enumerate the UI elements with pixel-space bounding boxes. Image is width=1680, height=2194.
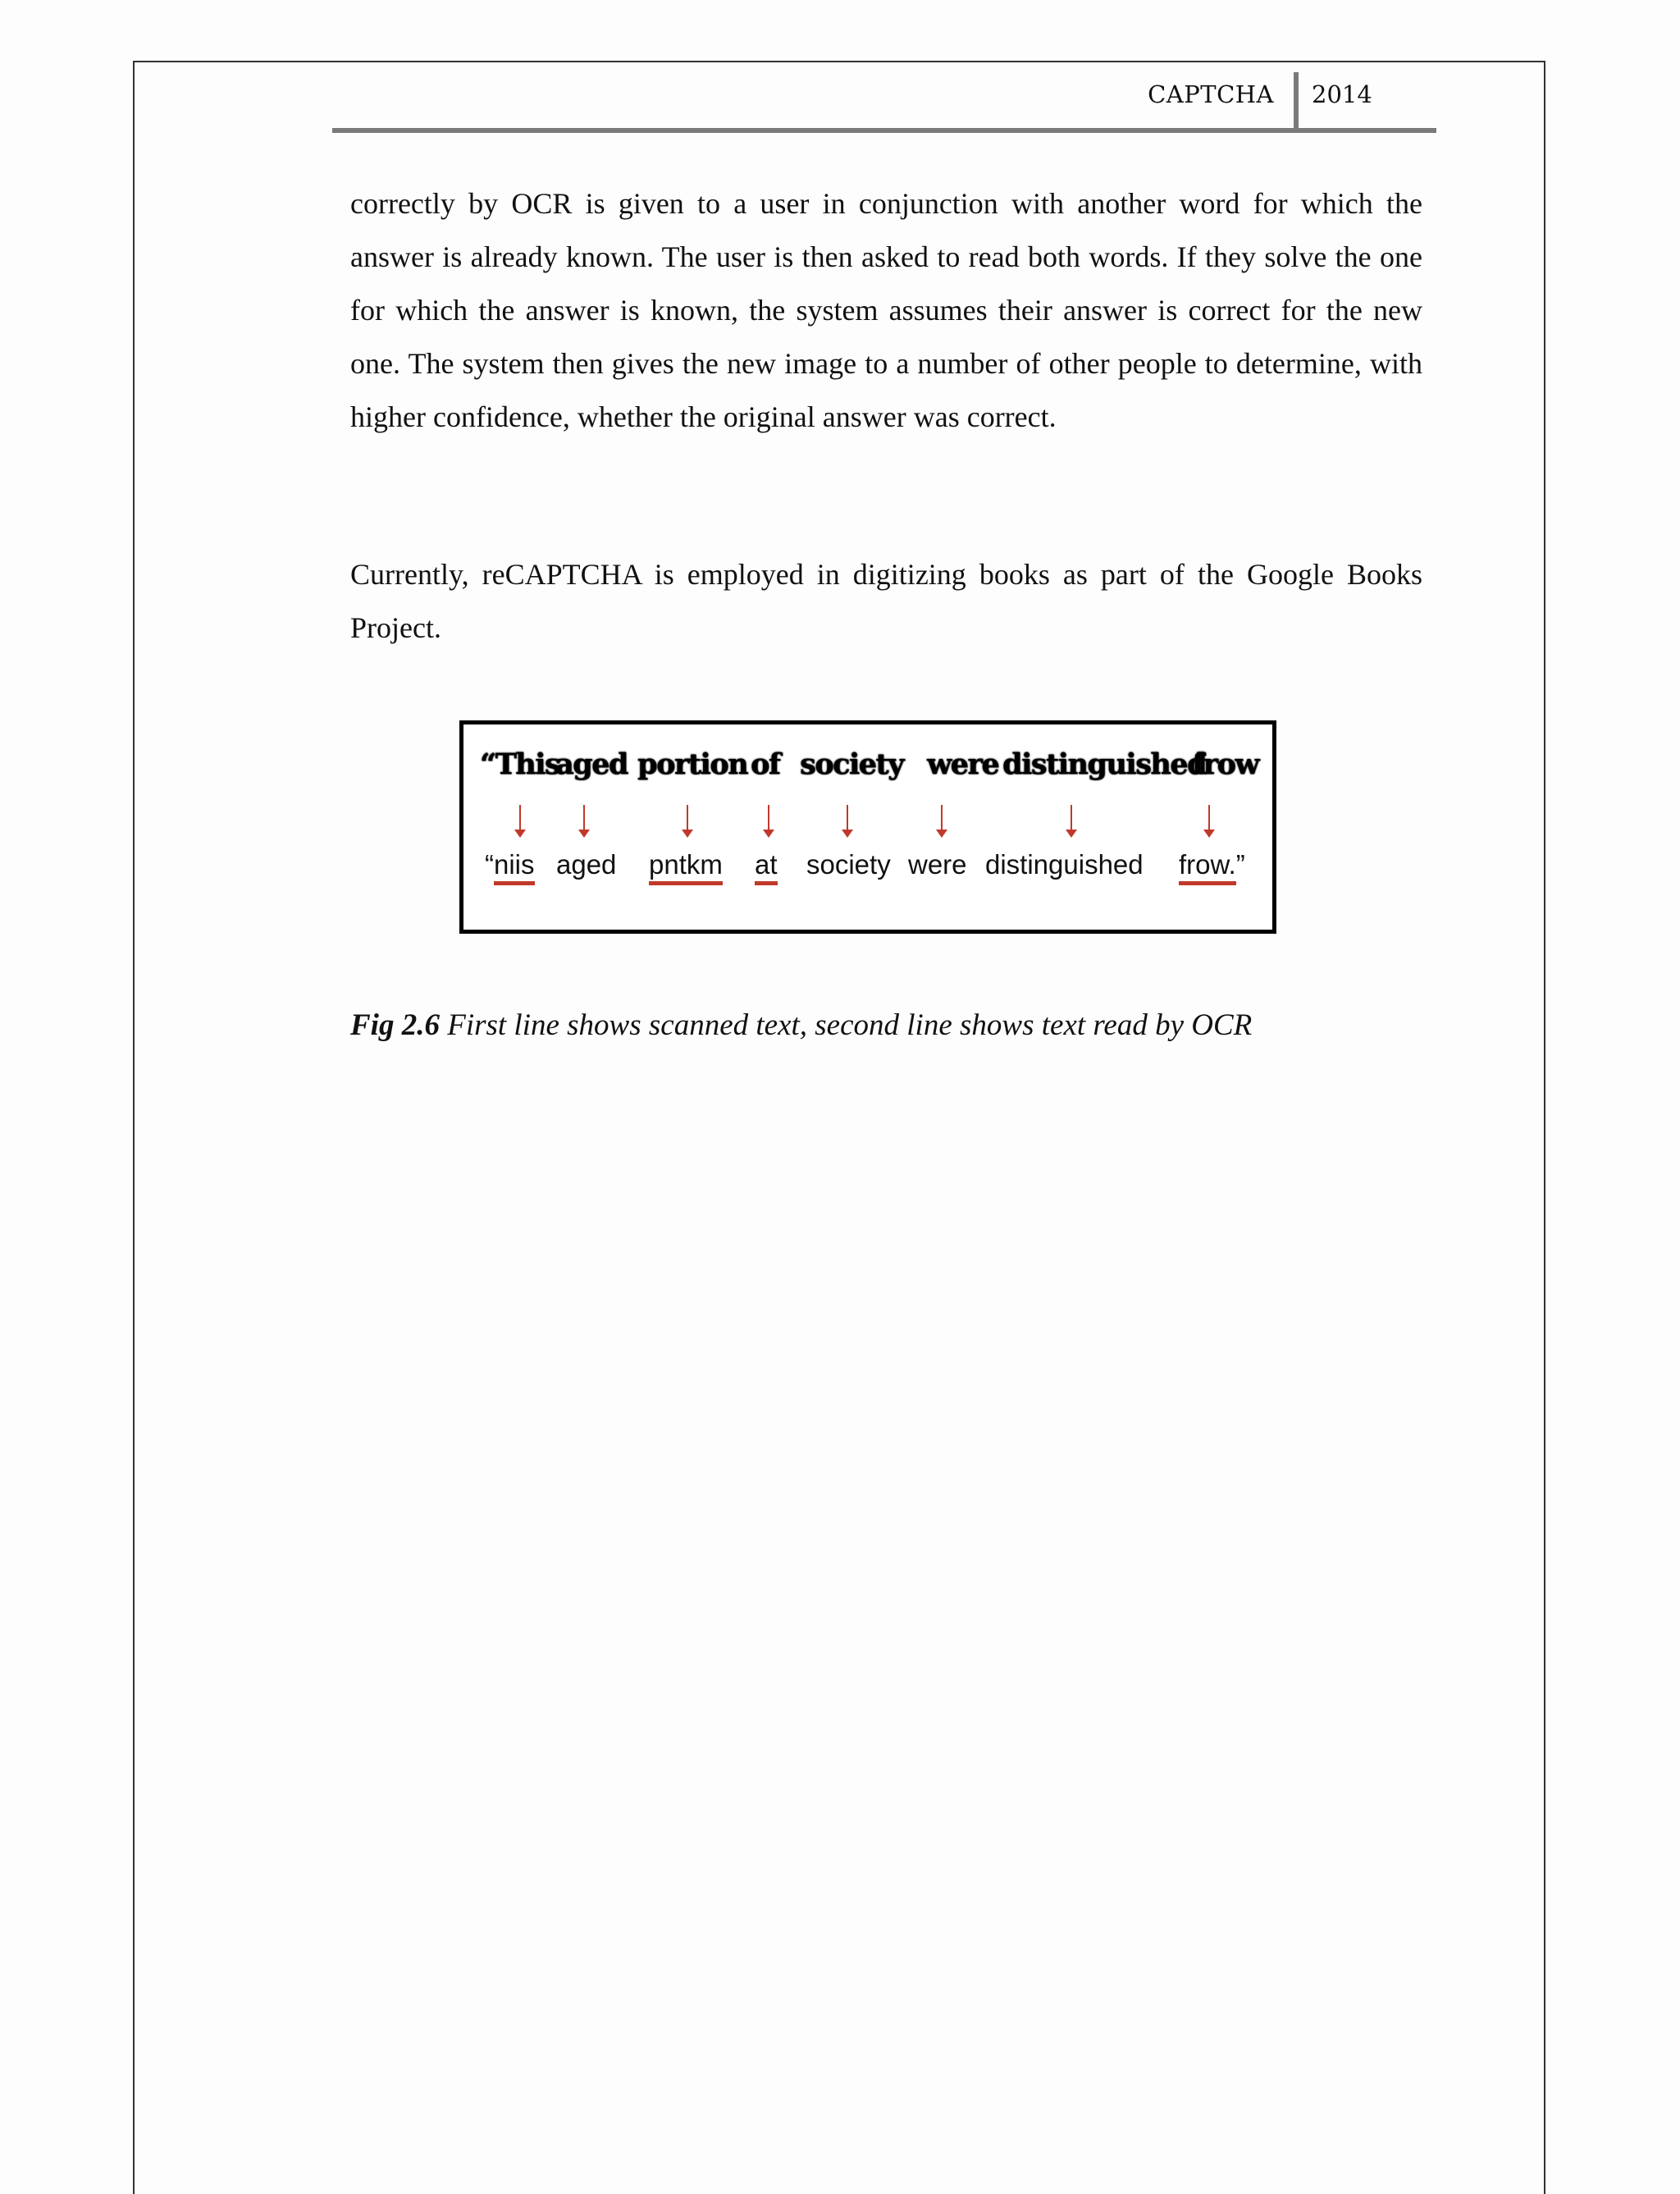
ocr-word-text: niis (494, 849, 535, 885)
header-separator (1294, 72, 1299, 130)
down-arrow-icon (519, 805, 521, 836)
ocr-word (1179, 849, 1245, 880)
ocr-word-text: frow. (1179, 849, 1236, 885)
ocr-word (806, 849, 891, 880)
figure-caption (350, 1008, 1252, 1043)
down-arrow-icon (941, 805, 943, 836)
ocr-word-text: society (806, 849, 891, 880)
down-arrow-icon (687, 805, 688, 836)
down-arrow-icon (583, 805, 585, 836)
ocr-word-suffix: ” (1235, 849, 1245, 880)
header-rule (332, 128, 1436, 133)
ocr-word-text: distinguished (985, 849, 1144, 880)
ocr-word (649, 849, 723, 880)
scanned-word: society (800, 747, 903, 781)
down-arrow-icon (768, 805, 769, 836)
scanned-word: were (927, 747, 999, 781)
body-paragraph-1: correctly by OCR is given to a user in conjunction with another word for which the answer is already known. The user is then asked to read both words. If they solve the one for which the answer is known, the system assumes their answer is correct for the new one. The system then gives the new image to a number of other people to determine, with higher confidence, whether the original answer was correct. (350, 187, 1422, 433)
ocr-word-text: pntkm (649, 849, 723, 885)
ocr-word (755, 849, 778, 880)
scanned-word: of (751, 747, 780, 781)
down-arrow-icon (1208, 805, 1210, 836)
down-arrow-icon (847, 805, 848, 836)
body-paragraph-2: Currently, reCAPTCHA is employed in digitizing books as part of the Google Books Project. (350, 558, 1422, 644)
ocr-word (485, 849, 535, 880)
ocr-word-text: at (755, 849, 778, 885)
ocr-word-text: were (908, 849, 967, 880)
header-title: CAPTCHA (1148, 80, 1274, 108)
caption-text: First line shows scanned text, second line shows text read by OCR (439, 1008, 1253, 1042)
ocr-word (985, 849, 1144, 880)
scanned-word: portion (637, 747, 748, 781)
ocr-word (556, 849, 616, 880)
scanned-word: frow (1192, 747, 1258, 781)
ocr-word (908, 849, 967, 880)
scanned-word: aged (555, 747, 628, 781)
scanned-word: “This (480, 747, 560, 781)
caption-label: Fig 2.6 (350, 1008, 440, 1042)
scanned-word: distinguished (1002, 747, 1206, 781)
ocr-word-prefix: “ (485, 849, 494, 880)
ocr-word-text: aged (556, 849, 617, 880)
down-arrow-icon (1071, 805, 1072, 836)
ocr-figure (459, 720, 1276, 934)
running-header (332, 69, 1436, 135)
header-year: 2014 (1312, 80, 1372, 108)
